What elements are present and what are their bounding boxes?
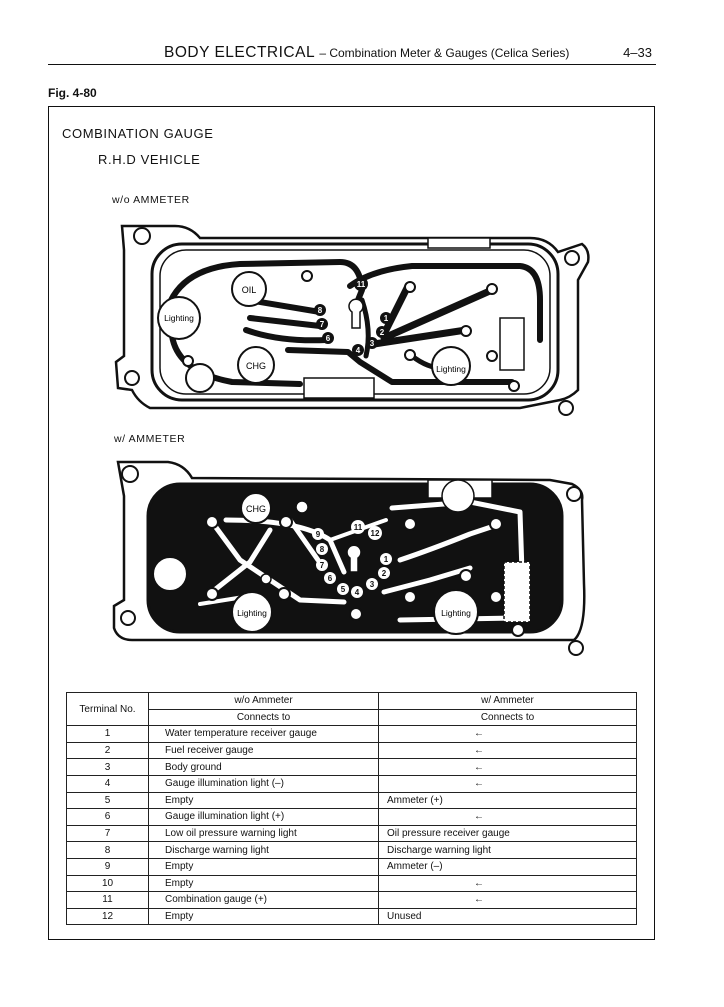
table-row <box>67 858 637 875</box>
wo-connects: Gauge illumination light (–) <box>149 775 379 792</box>
figure-subtitle: R.H.D VEHICLE <box>98 152 201 167</box>
terminal-bottom-11: 11 <box>353 523 363 532</box>
terminal-no: 4 <box>67 775 149 792</box>
table-row <box>67 842 637 859</box>
terminal-bottom-5: 5 <box>340 585 346 594</box>
col-w-subheader: Connects to <box>379 709 637 726</box>
w-connects: ← <box>379 875 637 892</box>
terminal-no: 9 <box>67 858 149 875</box>
terminal-top-6: 6 <box>325 334 331 343</box>
terminal-bottom-12: 12 <box>370 529 380 538</box>
terminal-bottom-4: 4 <box>354 588 360 597</box>
terminal-bottom-2: 2 <box>381 569 387 578</box>
col-wo-subheader: Connects to <box>149 709 379 726</box>
w-connects: ← <box>379 809 637 826</box>
col-wo-header: w/o Ammeter <box>149 693 379 710</box>
wo-connects: Empty <box>149 792 379 809</box>
terminal-no: 1 <box>67 726 149 743</box>
w-connects: Ammeter (+) <box>379 792 637 809</box>
chg-label-bottom: CHG <box>246 504 266 514</box>
wo-connects: Combination gauge (+) <box>149 892 379 909</box>
diagram-bottom-label: w/ AMMETER <box>114 433 186 445</box>
w-connects: ← <box>379 759 637 776</box>
terminal-bottom-7: 7 <box>319 561 325 570</box>
chg-label: CHG <box>246 361 266 371</box>
wo-connects: Empty <box>149 875 379 892</box>
wo-connects: Water temperature receiver gauge <box>149 726 379 743</box>
table-row <box>67 726 637 743</box>
terminal-top-3: 3 <box>369 339 375 348</box>
terminal-no: 11 <box>67 892 149 909</box>
terminal-bottom-6: 6 <box>327 574 333 583</box>
lighting-left-label: Lighting <box>164 313 194 323</box>
terminal-top-7: 7 <box>319 320 325 329</box>
w-connects: Ammeter (–) <box>379 858 637 875</box>
terminal-no: 2 <box>67 742 149 759</box>
w-connects: ← <box>379 742 637 759</box>
w-connects: Discharge warning light <box>379 842 637 859</box>
table-row <box>67 875 637 892</box>
wo-connects: Fuel receiver gauge <box>149 742 379 759</box>
wo-connects: Low oil pressure warning light <box>149 825 379 842</box>
lighting-left-label-bottom: Lighting <box>237 608 267 618</box>
section-subtitle: – Combination Meter & Gauges (Celica Series) <box>319 46 570 60</box>
terminal-table <box>66 692 637 925</box>
wo-connects: Empty <box>149 858 379 875</box>
w-connects: ← <box>379 726 637 743</box>
terminal-no: 8 <box>67 842 149 859</box>
wo-connects: Body ground <box>149 759 379 776</box>
page-number: 4–33 <box>623 45 652 60</box>
terminal-no: 10 <box>67 875 149 892</box>
wo-connects: Discharge warning light <box>149 842 379 859</box>
gauge-bottom-diagram <box>114 462 584 655</box>
w-connects: Oil pressure receiver gauge <box>379 825 637 842</box>
col-w-header: w/ Ammeter <box>379 693 637 710</box>
diagram-top-label: w/o AMMETER <box>112 194 190 206</box>
figure-title: COMBINATION GAUGE <box>62 126 214 141</box>
terminal-bottom-8: 8 <box>319 545 325 554</box>
gauge-top-diagram <box>116 226 588 415</box>
lighting-right-label: Lighting <box>436 364 466 374</box>
terminal-no: 6 <box>67 809 149 826</box>
lighting-right-label-bottom: Lighting <box>441 608 471 618</box>
terminal-top-11: 11 <box>356 280 366 289</box>
terminal-no: 7 <box>67 825 149 842</box>
wo-connects: Gauge illumination light (+) <box>149 809 379 826</box>
terminal-top-4: 4 <box>355 346 361 355</box>
table-row <box>67 892 637 909</box>
figure-label: Fig. 4-80 <box>48 86 97 100</box>
w-connects: Unused <box>379 908 637 925</box>
table-row <box>67 775 637 792</box>
col-terminal-header: Terminal No. <box>67 693 149 726</box>
table-row <box>67 792 637 809</box>
section-title: BODY ELECTRICAL – Combination Meter & Gauges (Celica Series) <box>164 44 570 61</box>
w-connects: ← <box>379 892 637 909</box>
table-row <box>67 759 637 776</box>
terminal-bottom-9: 9 <box>315 530 321 539</box>
table-row <box>67 742 637 759</box>
table-row <box>67 809 637 826</box>
terminal-top-2: 2 <box>379 328 385 337</box>
terminal-top-8: 8 <box>317 306 323 315</box>
terminal-bottom-3: 3 <box>369 580 375 589</box>
w-connects: ← <box>379 775 637 792</box>
table-row <box>67 825 637 842</box>
terminal-bottom-1: 1 <box>383 555 389 564</box>
terminal-top-1: 1 <box>383 314 389 323</box>
terminal-no: 5 <box>67 792 149 809</box>
terminal-no: 12 <box>67 908 149 925</box>
terminal-no: 3 <box>67 759 149 776</box>
oil-label: OIL <box>241 285 257 295</box>
wo-connects: Empty <box>149 908 379 925</box>
table-row <box>67 908 637 925</box>
